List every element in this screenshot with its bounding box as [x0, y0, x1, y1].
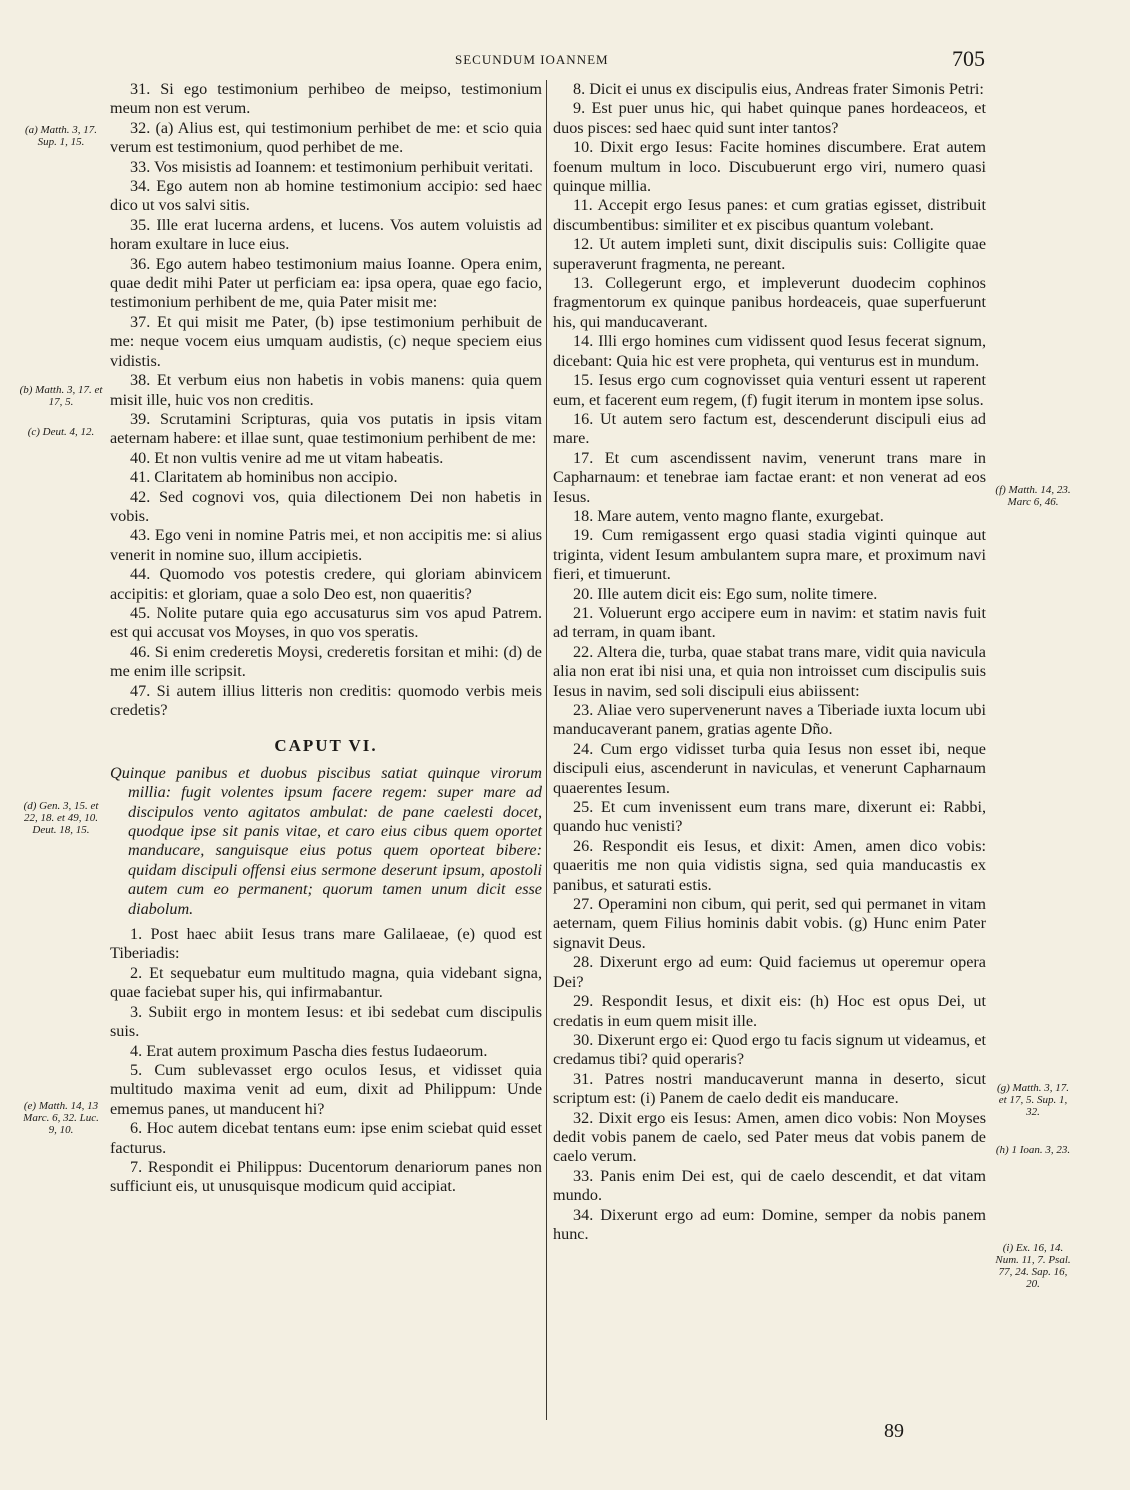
margin-note-a: (a) Matth. 3, 17. Sup. 1, 15.	[24, 124, 98, 148]
margin-note-c: (c) Deut. 4, 12.	[27, 426, 95, 438]
verse-6-13: 13. Collegerunt ergo, et impleverunt duodecim cophinos fragmentorum ex quinque panibus hordeaceis, quae superfuerunt his, qui manducaverant.	[553, 274, 986, 331]
verse-5-39: 39. Scrutamini Scripturas, quia vos putatis in ipsis vitam aeternam habere: et illae sunt, quae testimonium perhibent de me:	[110, 409, 542, 448]
verse-5-38: 38. Et verbum eius non habetis in vobis manens: quia quem misit ille, huic vos non creditis.	[110, 371, 542, 409]
verse-6-33: 33. Panis enim Dei est, qui de caelo descendit, et dat vitam mundo.	[553, 1166, 986, 1205]
verses-ch6	[110, 925, 542, 1197]
verse-6-5: 5. Cum sublevasset ergo oculos Iesus, et vidisset quia multitudo maxima venit ad eum, dixit ad Philippum: Unde ememus panes, ut manducent hi?	[110, 1060, 542, 1118]
verse-6-4: 4. Erat autem proximum Pascha dies festus Iudaeorum.	[130, 1041, 488, 1060]
running-title: SECUNDUM IOANNEM	[455, 52, 609, 67]
verse-6-10: 10. Dixit ergo Iesus: Facite homines discumbere. Erat autem foenum multum in loco. Discubuerunt ergo viri, numero quasi quinque millia.	[553, 138, 986, 196]
verse-6-31: 31. Patres nostri manducaverunt manna in deserto, sicut scriptum est: (i) Panem de caelo dedit eis manducare.	[553, 1069, 986, 1108]
verse-6-34: 34. Dixerunt ergo ad eum: Domine, semper da nobis panem hunc.	[553, 1205, 986, 1243]
verse-6-14: 14. Illi ergo homines cum vidissent quod Iesus fecerat signum, dicebant: Quia hic est vere propheta, qui venturus est in mundum.	[553, 332, 986, 370]
margin-note-b: (b) Matth. 3, 17. et 17, 5.	[19, 384, 103, 408]
verses-ch5	[110, 80, 542, 720]
folio-number: 705	[952, 46, 985, 71]
verse-6-2: 2. Et sequebatur eum multitudo magna, quia videbant signa, quae faciebat super his, qui infirmabantur.	[110, 963, 542, 1002]
chapter-title: CAPUT VI.	[274, 736, 378, 756]
verse-6-18: 18. Mare autem, vento magno flante, exurgebat.	[573, 506, 884, 525]
margin-note-h: (h) 1 Ioan. 3, 23.	[995, 1144, 1071, 1156]
verse-6-28: 28. Dixerunt ergo ad eum: Quid faciemus ut operemur opera Dei?	[553, 953, 986, 991]
page-header	[0, 46, 1130, 76]
left-column	[110, 80, 542, 1197]
margin-note-g: (g) Matth. 3, 17. et 17, 5. Sup. 1, 32.	[996, 1082, 1070, 1118]
verse-6-27: 27. Operamini non cibum, qui perit, sed qui permanet in vitam aeternam, quem Filius hominis dabit vobis. (g) Hunc enim Pater signavit Deus.	[553, 895, 986, 952]
verse-5-44: 44. Quomodo vos potestis credere, qui gloriam abinvicem accipitis: et gloriam, quae a solo Deo est, non quaeritis?	[110, 565, 542, 603]
column-divider	[546, 80, 547, 1420]
right-column	[553, 80, 986, 1244]
verse-6-23: 23. Aliae vero supervenerunt naves a Tiberiade iuxta locum ubi manducaverant panem, gratias agente Dño.	[553, 701, 986, 739]
verse-5-37: 37. Et qui misit me Pater, (b) ipse testimonium perhibuit de me: neque vocem eius umquam audistis, (c) neque speciem eius vidistis.	[110, 312, 542, 370]
verse-6-26: 26. Respondit eis Iesus, et dixit: Amen, amen dico vobis: quaeritis me non quia vidistis signa, sed quia manducastis ex panibus, et saturati estis.	[553, 836, 986, 894]
verse-6-29: 29. Respondit Iesus, et dixit eis: (h) Hoc est opus Dei, ut credatis in eum quem misit ille.	[553, 992, 986, 1030]
verse-6-17: 17. Et cum ascendissent navim, venerunt trans mare in Capharnaum: et tenebrae iam factae erant: et non venerat ad eos Iesus.	[553, 448, 986, 506]
verse-6-3: 3. Subiit ergo in montem Iesus: et ibi sedebat cum discipulis suis.	[110, 1002, 542, 1041]
verse-5-31: 31. Si ego testimonium perhibeo de meipso, testimonium meum non est verum.	[110, 80, 542, 118]
margin-note-e: (e) Matth. 14, 13 Marc. 6, 32. Luc. 9, 10.	[23, 1100, 99, 1136]
verse-6-8: 8. Dicit ei unus ex discipulis eius, Andreas frater Simonis Petri:	[573, 80, 984, 98]
margin-note-d: (d) Gen. 3, 15. et 22, 18. et 49, 10. Deut. 18, 15.	[23, 800, 99, 836]
verse-6-16: 16. Ut autem sero factum est, descenderunt discipuli eius ad mare.	[553, 409, 986, 448]
verse-6-30: 30. Dixerunt ergo ei: Quod ergo tu facis signum ut videamus, et credamus tibi? quid operaris?	[553, 1030, 986, 1069]
verse-6-20: 20. Ille autem dicit eis: Ego sum, nolite timere.	[573, 584, 878, 603]
margin-note-i: (i) Ex. 16, 14. Num. 11, 7. Psal. 77, 24. Sap. 16, 20.	[995, 1242, 1071, 1290]
verse-6-21: 21. Voluerunt ergo accipere eum in navim: et statim navis fuit ad terram, in quam ibant.	[553, 603, 986, 642]
verse-6-24: 24. Cum ergo vidisset turba quia Iesus non esset ibi, neque discipuli eius, ascenderunt in naviculas, et venerunt Capharnaum quaerentes Iesum.	[553, 739, 986, 797]
verse-5-47: 47. Si autem illius litteris non creditis: quomodo verbis meis credetis?	[110, 681, 542, 719]
verse-6-12: 12. Ut autem impleti sunt, dixit discipulis suis: Colligite quae superaverunt fragmenta, ne pereant.	[553, 235, 986, 273]
verse-6-25: 25. Et cum invenissent eum trans mare, dixerunt ei: Rabbi, quando huc venisti?	[553, 798, 986, 836]
verse-5-34: 34. Ego autem non ab homine testimonium accipio: sed haec dico ut vos salvi sitis.	[110, 177, 542, 215]
verse-5-45: 45. Nolite putare quia ego accusaturus sim vos apud Patrem. est qui accusat vos Moyses, in quo vos speratis.	[110, 603, 542, 642]
chapter-argument: Quinque panibus et duobus piscibus satiat quinque virorum millia: fugit volentes ipsum facere regem: super mare ad discipulos vento agitatos ambulat: de pane caelesti docet, quodque ipse sit panis vitae, et caro eius cibus quem oportet manducare, sanguisque eius potus quem oporteat bibere: quidam discipuli offensi eius sermone deserunt ipsum, apostoli autem cum eo permanent; quorum tamen unum dicit esse diabolum.	[110, 763, 542, 918]
verse-6-32: 32. Dixit ergo eis Iesus: Amen, amen dico vobis: Non Moyses dedit vobis panem de caelo, sed Pater meus dat vobis panem de caelo verum.	[553, 1108, 986, 1166]
verse-5-41: 41. Claritatem ab hominibus non accipio.	[130, 468, 398, 487]
verse-6-7: 7. Respondit ei Philippus: Ducentorum denariorum panes non sufficiunt eis, ut unusquisque modicum quid accipiat.	[110, 1157, 542, 1196]
verse-6-6: 6. Hoc autem dicebat tentans eum: ipse enim sciebat quid esset facturus.	[110, 1119, 542, 1157]
verse-5-42: 42. Sed cognovi vos, quia dilectionem Dei non habetis in vobis.	[110, 487, 542, 525]
verse-5-36: 36. Ego autem habeo testimonium maius Ioanne. Opera enim, quae dedit mihi Pater ut perficiam ea: ipsa opera, quae ego facio, testimonium perhibent de me, quia Pater misit me:	[110, 254, 542, 312]
verse-5-35: 35. Ille erat lucerna ardens, et lucens. Vos autem voluistis ad horam exultare in luce eius.	[110, 215, 542, 254]
verse-6-15: 15. Iesus ergo cum cognovisset quia venturi essent ut raperent eum, et facerent eum regem, (f) fugit iterum in montem ipse solus.	[553, 371, 986, 409]
verse-6-1: 1. Post haec abiit Iesus trans mare Galilaeae, (e) quod est Tiberiadis:	[110, 925, 542, 963]
verse-5-46: 46. Si enim crederetis Moysi, crederetis forsitan et mihi: (d) de me enim ille scripsit.	[110, 642, 542, 681]
verse-6-19: 19. Cum remigassent ergo quasi stadia viginti quinque aut triginta, vident Iesum ambulantem supra mare, et proximum navi fieri, et timuerunt.	[553, 526, 986, 584]
page-number: 89	[884, 1420, 904, 1442]
verse-6-9: 9. Est puer unus hic, qui habet quinque panes hordeaceos, et duos pisces: sed haec quid sunt inter tantos?	[553, 99, 986, 137]
verse-5-43: 43. Ego veni in nomine Patris mei, et non accipitis me: si alius venerit in nomine suo, illum accipietis.	[110, 526, 542, 564]
margin-note-f: (f) Matth. 14, 23. Marc 6, 46.	[995, 484, 1071, 508]
verse-5-32: 32. (a) Alius est, qui testimonium perhibet de me: et scio quia verum est testimonium, quod perhibet de me.	[110, 118, 542, 157]
verse-6-22: 22. Altera die, turba, quae stabat trans mare, vidit quia navicula alia non erat ibi nisi una, et quia non introisset cum discipulis suis Iesus in navim, sed soli discipuli eius abiissent:	[553, 642, 986, 700]
verse-6-11: 11. Accepit ergo Iesus panes: et cum gratias egisset, distribuit discumbentibus: similiter et ex piscibus quantum volebant.	[553, 196, 986, 234]
verse-5-33: 33. Vos misistis ad Ioannem: et testimonium perhibuit veritati.	[130, 157, 534, 176]
verse-5-40: 40. Et non vultis venire ad me ut vitam habeatis.	[130, 448, 444, 467]
